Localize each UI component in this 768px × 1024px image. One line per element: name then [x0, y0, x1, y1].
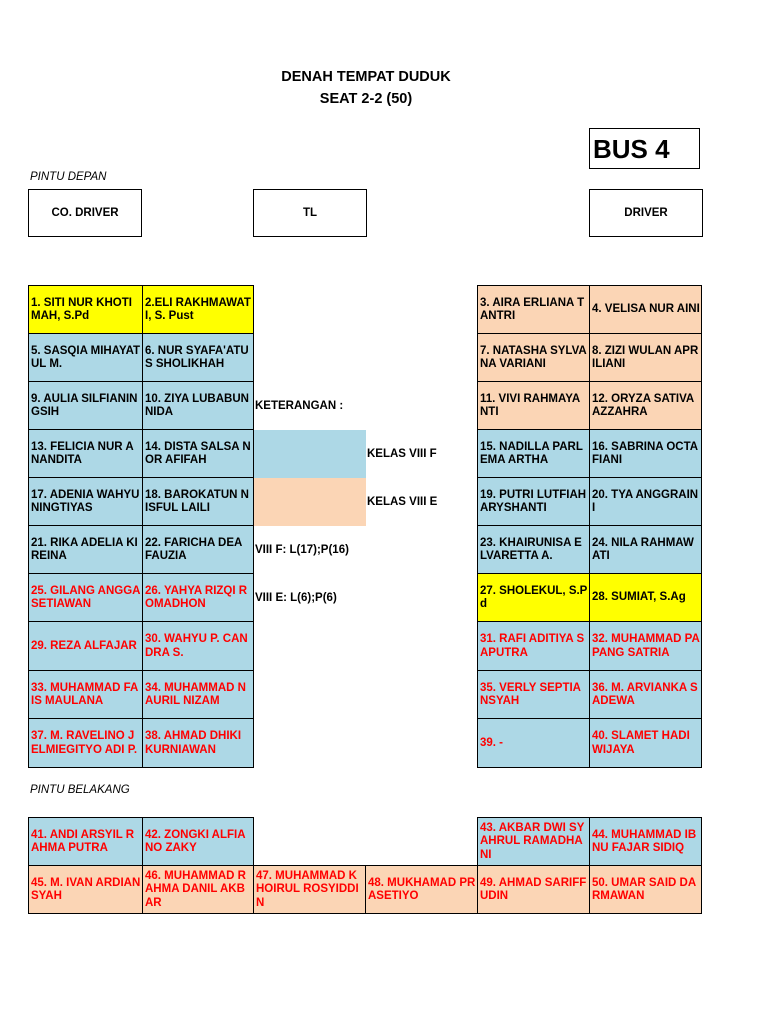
seat-label: 50. UMAR SAID DARMAWAN — [592, 876, 697, 902]
seat-23[interactable] — [477, 525, 590, 574]
seat-label: 44. MUHAMMAD IBNU FAJAR SIDIQ — [592, 828, 697, 854]
seat-label: 46. MUHAMMAD RAHMA DANIL AKBAR — [145, 869, 246, 909]
seat-label: 14. DISTA SALSA NOR AFIFAH — [145, 440, 251, 466]
seat-label: 10. ZIYA LUBABUN NIDA — [145, 392, 249, 418]
seat-13[interactable] — [28, 429, 143, 478]
seat-label: 8. ZIZI WULAN APRILIANI — [592, 344, 699, 370]
seat-36[interactable] — [589, 670, 702, 719]
seat-44[interactable] — [589, 817, 702, 866]
seat-label: 27. SHOLEKUL, S.Pd — [480, 584, 588, 610]
seat-label: 38. AHMAD DHIKI KURNIAWAN — [145, 730, 242, 756]
seat-label: 16. SABRINA OCTAFIANI — [592, 440, 699, 466]
seat-45[interactable] — [28, 865, 143, 914]
seat-label: 13. FELICIA NUR ANANDITA — [31, 440, 134, 466]
seat-47[interactable] — [253, 865, 366, 914]
legend-count-viii-f: VIII F: L(17);P(16) — [255, 543, 349, 556]
seat-31[interactable] — [477, 621, 590, 671]
legend-count-viii-e: VIII E: L(6);P(6) — [255, 591, 337, 604]
seat-40[interactable] — [589, 718, 702, 768]
seat-label: 6. NUR SYAFA'ATUS SHOLIKHAH — [145, 344, 249, 370]
legend-title: KETERANGAN : — [255, 399, 344, 412]
seat-25[interactable] — [28, 573, 143, 622]
seat-2[interactable] — [142, 285, 254, 334]
seat-label: 9. AULIA SILFIANINGSIH — [31, 392, 138, 418]
seat-label: 24. NILA RAHMAWATI — [592, 536, 694, 562]
seat-20[interactable] — [589, 477, 702, 526]
seat-11[interactable] — [477, 381, 590, 430]
seat-label: 32. MUHAMMAD PAPANG SATRIA — [592, 633, 700, 659]
seat-5[interactable] — [28, 333, 143, 382]
seat-48[interactable] — [365, 865, 478, 914]
seat-7[interactable] — [477, 333, 590, 382]
seat-label: 19. PUTRI LUTFIAH ARYSHANTI — [480, 488, 587, 514]
seat-label: 42. ZONGKI ALFIANO ZAKY — [145, 828, 246, 854]
seat-14[interactable] — [142, 429, 254, 478]
seat-38[interactable] — [142, 718, 254, 768]
seat-label: 49. AHMAD SARIFFUDIN — [480, 876, 587, 902]
seat-12[interactable] — [589, 381, 702, 430]
seat-27[interactable] — [477, 573, 590, 622]
seat-41[interactable] — [28, 817, 143, 866]
legend-swatch-viii-e — [254, 478, 366, 526]
seat-label: 40. SLAMET HADI WIJAYA — [592, 730, 690, 756]
seat-label: 17. ADENIA WAHYUNINGTIYAS — [31, 488, 140, 514]
seat-10[interactable] — [142, 381, 254, 430]
seat-8[interactable] — [589, 333, 702, 382]
seat-32[interactable] — [589, 621, 702, 671]
seat-28[interactable] — [589, 573, 702, 622]
seat-label: 29. REZA ALFAJAR — [31, 639, 137, 652]
seat-39[interactable] — [477, 718, 590, 768]
seat-label: 22. FARICHA DEA FAUZIA — [145, 536, 243, 562]
seat-label: 23. KHAIRUNISA ELVARETTA A. — [480, 536, 582, 562]
seat-label: 21. RIKA ADELIA KIREINA — [31, 536, 138, 562]
co-driver-box: CO. DRIVER — [28, 189, 142, 237]
seat-19[interactable] — [477, 477, 590, 526]
legend-swatch-viii-f — [254, 430, 366, 478]
seat-label: 35. VERLY SEPTIANSYAH — [480, 681, 581, 707]
seat-1[interactable] — [28, 285, 143, 334]
bus-label: BUS 4 — [589, 128, 700, 169]
seat-17[interactable] — [28, 477, 143, 526]
seat-22[interactable] — [142, 525, 254, 574]
seat-18[interactable] — [142, 477, 254, 526]
seat-15[interactable] — [477, 429, 590, 478]
seat-4[interactable] — [589, 285, 702, 334]
driver-box: DRIVER — [589, 189, 703, 237]
seat-label: 34. MUHAMMAD NAURIL NIZAM — [145, 681, 246, 707]
seat-label: 48. MUKHAMAD PRASETIYO — [368, 876, 476, 902]
seat-29[interactable] — [28, 621, 143, 671]
seat-50[interactable] — [589, 865, 702, 914]
seat-label: 43. AKBAR DWI SYAHRUL RAMADHANI — [480, 821, 585, 861]
seat-label: 26. YAHYA RIZQI ROMADHON — [145, 584, 248, 610]
seat-label: 39. - — [480, 736, 504, 749]
seat-label: 18. BAROKATUN NISFUL LAILI — [145, 488, 249, 514]
seat-label: 4. VELISA NUR AINI — [592, 303, 700, 316]
seat-16[interactable] — [589, 429, 702, 478]
seat-label: 33. MUHAMMAD FAIS MAULANA — [31, 681, 139, 707]
seat-label: 31. RAFI ADITIYA SAPUTRA — [480, 633, 585, 659]
seat-label: 20. TYA ANGGRAINI — [592, 488, 699, 514]
seat-21[interactable] — [28, 525, 143, 574]
seat-33[interactable] — [28, 670, 143, 719]
seat-6[interactable] — [142, 333, 254, 382]
seat-35[interactable] — [477, 670, 590, 719]
seat-label: 12. ORYZA SATIVA AZZAHRA — [592, 392, 694, 418]
seat-label: 15. NADILLA PARLEMA ARTHA — [480, 440, 583, 466]
page-subtitle: SEAT 2-2 (50) — [319, 91, 413, 107]
seat-label: 25. GILANG ANGGA SETIAWAN — [31, 584, 141, 610]
seat-label: 41. ANDI ARSYIL RAHMA PUTRA — [31, 828, 135, 854]
seat-label: 36. M. ARVIANKA SADEWA — [592, 681, 698, 707]
seat-label: 7. NATASHA SYLVANA VARIANI — [480, 344, 587, 370]
back-door-label: PINTU BELAKANG — [30, 784, 130, 796]
tl-box: TL — [253, 189, 367, 237]
seat-label: 5. SASQIA MIHAYATUL M. — [31, 344, 141, 370]
seat-label: 1. SITI NUR KHOTIMAH, S.Pd — [31, 296, 132, 322]
seat-9[interactable] — [28, 381, 143, 430]
legend-class-viii-f: KELAS VIII F — [367, 447, 437, 460]
legend-class-viii-e: KELAS VIII E — [367, 495, 438, 508]
seat-label: 30. WAHYU P. CANDRA S. — [145, 633, 248, 659]
seat-49[interactable] — [477, 865, 590, 914]
seat-24[interactable] — [589, 525, 702, 574]
seat-46[interactable] — [142, 865, 254, 914]
seat-43[interactable] — [477, 817, 590, 866]
seat-37[interactable] — [28, 718, 143, 768]
seat-label: 2.ELI RAKHMAWATI, S. Pust — [145, 296, 251, 322]
seat-42[interactable] — [142, 817, 254, 866]
seat-26[interactable] — [142, 573, 254, 622]
seat-label: 45. M. IVAN ARDIANSYAH — [31, 876, 141, 902]
front-door-label: PINTU DEPAN — [30, 171, 107, 183]
seat-label: 37. M. RAVELINO JELMIEGITYO ADI P. — [31, 730, 138, 756]
page-title: DENAH TEMPAT DUDUK — [281, 69, 451, 85]
seat-label: 47. MUHAMMAD KHOIRUL ROSYIDDIN — [256, 869, 359, 909]
seat-3[interactable] — [477, 285, 590, 334]
seat-30[interactable] — [142, 621, 254, 671]
seat-34[interactable] — [142, 670, 254, 719]
seat-label: 11. VIVI RAHMAYANTI — [480, 392, 581, 418]
seat-label: 3. AIRA ERLIANA TANTRI — [480, 296, 585, 322]
seat-label: 28. SUMIAT, S.Ag — [592, 591, 686, 604]
